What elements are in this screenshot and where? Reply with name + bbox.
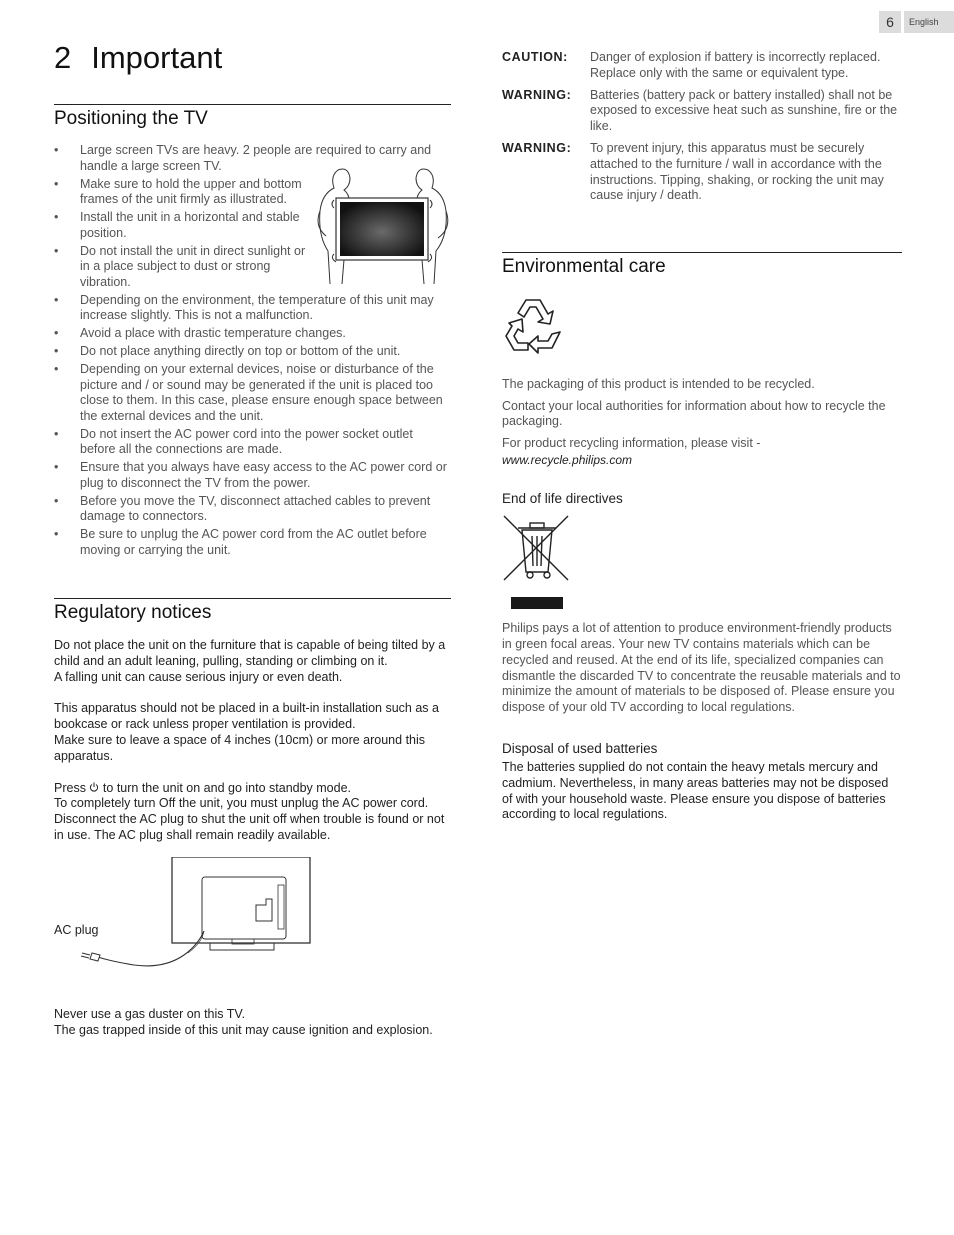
recycle-url-link[interactable]: www.recycle.philips.com [502,453,633,468]
list-item: • Depending on your external devices, noise or disturbance of the picture and / or sound may be generated if the unit is placed too close to them. In this case, please ensure enough space between the external devices and the unit. [54,362,451,424]
battery-disposal-text: The batteries supplied do not contain the heavy metals mercury and cadmium. Nevertheless, in many areas batteries may not be disposed of with your household waste. Please ensure you dispose of batteries according to local regulations. [502,759,889,822]
recycle-text-packaging: The packaging of this product is intended to be recycled. [502,377,815,392]
disconnect-text: Disconnect the AC plug to shut the unit off when trouble is found or not in use. The AC plug shall remain readily available. [54,812,445,842]
ventilation-text: This apparatus should not be placed in a built-in installation such as a bookcase or rack unless proper ventilation is provided. [54,701,439,732]
caution-label: CAUTION: [502,50,568,64]
regulatory-paragraph-tilt [54,638,451,685]
power-icon [89,782,99,793]
warning-label: WARNING: [502,87,572,102]
list-item: • Do not place anything directly on top or bottom of the unit. [54,344,451,360]
crossed-bin-icon [502,512,572,584]
list-item: • Install the unit in a horizontal and stable position. [54,210,314,241]
warning-text: To prevent injury, this apparatus must be securely attached to the furniture / wall in accordance with the instructions. Tipping, shaking, or rocking the unit may cause injury / death. [590,140,884,203]
environmental-title: Environmental care [502,252,902,278]
tilt-warning-text: Do not place the unit on the furniture that is capable of being tilted by a child and an adult leaning, pulling, standing or climbing on it. [54,638,446,668]
list-item: • Ensure that you always have easy access to the AC power cord or plug to disconnect the TV from the power. [54,460,451,491]
warning-text: Batteries (battery pack or battery installed) shall not be exposed to excessive heat such as sunshine, fire or the like. [590,87,898,134]
chapter-heading [54,40,222,76]
warnings-block [502,50,902,204]
page-tab [879,11,954,33]
page-number: 6 [879,11,901,33]
falling-warning-text: A falling unit can cause serious injury or even death. [54,669,343,684]
unplug-text: To completely turn Off the unit, you must unplug the AC power cord. [54,796,429,811]
two-people-carrying-tv-illustration [312,156,452,286]
list-item: • Avoid a place with drastic temperature changes. [54,326,451,342]
regulatory-paragraph-ventilation [54,701,451,764]
chapter-title: Important [91,40,223,75]
chapter-number: 2 [54,40,72,75]
positioning-title: Positioning the TV [54,104,451,130]
list-item: • Depending on the environment, the temperature of this unit may increase slightly. This is not a malfunction. [54,293,451,324]
press-label: Press [54,780,86,795]
caution-text: Danger of explosion if battery is incorrectly replaced. Replace only with the same or equivalent type. [590,50,881,80]
recycle-icon [502,292,568,358]
end-of-life-title: End of life directives [502,491,623,507]
list-item: • Before you move the TV, disconnect attached cables to prevent damage to connectors. [54,494,451,525]
regulatory-title: Regulatory notices [54,598,451,624]
gas-duster-text: Never use a gas duster on this TV. [54,1006,246,1021]
list-item: • Do not install the unit in direct sunlight or in a place subject to dust or strong vibration. [54,244,314,291]
regulatory-paragraph-gas [54,1007,451,1039]
end-of-life-text: Philips pays a lot of attention to produce environment-friendly products in green focal areas. Your new TV contains materials which can be recycled and reused. At the end of its life, specialized companies can dismantle the discarded TV to concentrate the reusable materials and to minimize the amount of materials to be disposed of. Please ensure you dispose of your old TV according to local regulations. [502,621,901,715]
warning-row-batteries [502,88,902,135]
list-item: • Be sure to unplug the AC power cord from the AC outlet before moving or carrying the unit. [54,527,451,558]
positioning-section [54,104,451,558]
gas-explosion-text: The gas trapped inside of this unit may cause ignition and explosion. [54,1022,433,1037]
environmental-section [502,252,902,823]
standby-text [54,781,451,797]
list-item: • Do not insert the AC power cord into the power socket outlet before all the connections are made. [54,427,451,458]
regulatory-paragraph-power [54,781,451,844]
spacing-text: Make sure to leave a space of 4 inches (10cm) or more around this apparatus. [54,732,426,763]
recycle-text-visit: For product recycling information, please visit - [502,435,761,450]
warning-row-injury [502,141,902,204]
tv-ac-plug-illustration [80,857,320,975]
ac-plug-label: AC plug [54,922,99,937]
list-item: • Make sure to hold the upper and bottom frames of the unit firmly as illustrated. [54,177,314,208]
weee-underline-bar [511,597,563,609]
ac-plug-figure [54,857,451,1007]
right-column [502,50,902,823]
standby-description: to turn the unit on and go into standby mode. [102,780,352,795]
warning-label: WARNING: [502,140,572,155]
left-column [54,104,451,1038]
page-language: English [904,11,954,33]
recycle-text-authorities: Contact your local authorities for information about how to recycle the packaging. [502,398,886,429]
regulatory-section [54,598,451,1038]
list-item: • Large screen TVs are heavy. 2 people are required to carry and handle a large screen TV. [54,143,451,174]
caution-row [502,50,902,82]
battery-disposal-title: Disposal of used batteries [502,740,658,756]
